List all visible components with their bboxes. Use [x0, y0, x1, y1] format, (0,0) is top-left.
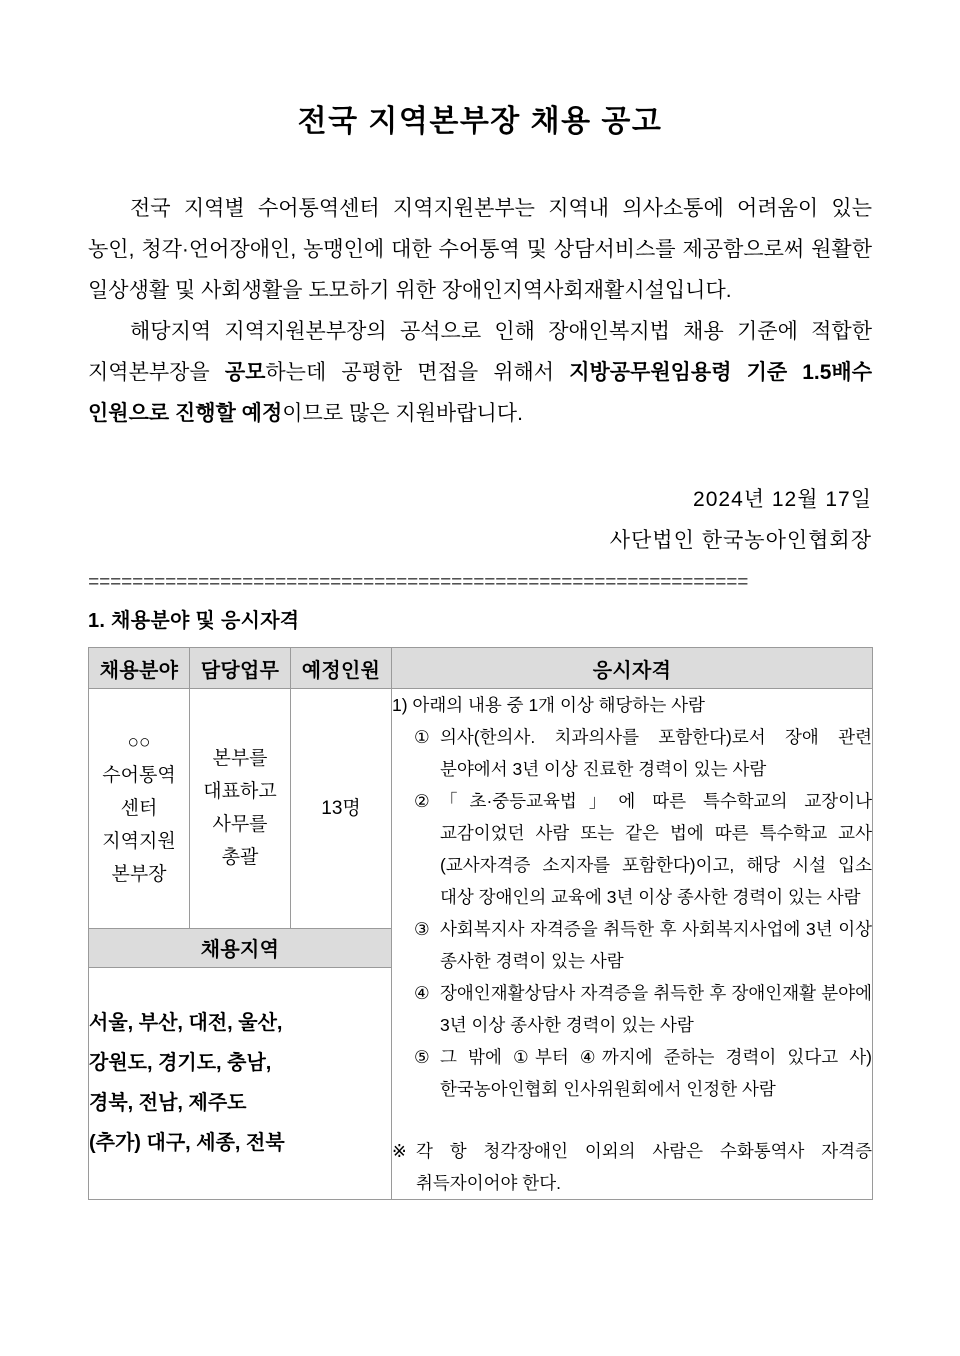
- qualification-item: [414, 1041, 872, 1105]
- field-line-5: 본부장: [111, 863, 167, 885]
- header-qualification: 응시자격: [392, 648, 873, 689]
- cell-planned-count: 13명: [291, 689, 392, 929]
- region-line-3: 경북, 전남, 제주도: [89, 1092, 247, 1115]
- cell-qualification: [392, 689, 873, 1200]
- cell-duty: [190, 689, 291, 929]
- cell-recruitment-regions: [89, 967, 392, 1199]
- section-heading: 1. 채용분야 및 응시자격: [88, 610, 300, 632]
- intro-paragraph-2: [88, 311, 872, 434]
- qualification-note-text: 각 항 청각장애인 이외의 사람은 수화통역사 자격증 취득자이어야 한다.: [416, 1141, 872, 1193]
- page-title: 전국 지역본부장 채용 공고: [297, 105, 663, 138]
- issue-date: 2024년 12월 17일: [693, 488, 872, 511]
- recruitment-table: [88, 647, 873, 1200]
- qualification-item-text: 의사(한의사. 치과의사를 포함한다)로서 장애 관련 분야에서 3년 이상 진료한 경력이 있는 사람: [440, 727, 872, 779]
- paragraph-2-bold-2: 지방공무원임용령 기준 1.5배수 인원으로 진행할 예정: [88, 361, 872, 425]
- paragraph-2-part-2: 하는데 공평한 면접을 위해서: [265, 361, 570, 384]
- note-marker-icon: ※: [392, 1141, 407, 1161]
- cell-recruitment-field: [89, 689, 190, 929]
- qualification-item-marker: ⑤: [414, 1047, 430, 1067]
- intro-paragraph-1-text: 전국 지역별 수어통역센터 지역지원본부는 지역내 의사소통에 어려움이 있는 농인, 청각·언어장애인, 농맹인에 대한 수어통역 및 상담서비스를 제공함으로써 원활한 일상생활 및 사회생활을 도모하기 위한 장애인지역사회재활시설입니다.: [88, 197, 872, 302]
- qualification-lead: 1) 아래의 내용 중 1개 이상 해당하는 사람: [392, 695, 705, 715]
- qualification-item: [414, 977, 872, 1041]
- duty-line-1: 본부를: [212, 748, 268, 770]
- field-line-2: 수어통역: [102, 764, 176, 786]
- header-recruitment-field: 채용분야: [89, 648, 190, 689]
- duty-line-2: 대표하고: [203, 781, 277, 803]
- qualification-item-marker: ④: [414, 983, 430, 1003]
- issuer-name: 사단법인 한국농아인협회장: [609, 529, 872, 552]
- signature-block: [88, 479, 872, 561]
- header-recruitment-region: 채용지역: [89, 928, 392, 967]
- field-line-4: 지역지원: [102, 830, 176, 852]
- qualification-item-marker: ③: [414, 919, 430, 939]
- field-line-3: 센터: [120, 797, 158, 819]
- region-line-1: 서울, 부산, 대전, 울산,: [89, 1012, 283, 1035]
- qualification-item: [414, 721, 872, 785]
- duty-line-4: 총괄: [221, 847, 259, 869]
- qualification-item: [414, 913, 872, 977]
- paragraph-2-part-1: 해당지역 지역지원본부장의 공석으로 인해 장애인복지법 채용 기준에 적합한 지역본부장을: [88, 320, 872, 384]
- qualification-item-text: 장애인재활상담사 자격증을 취득한 후 장애인재활 분야에 3년 이상 종사한 경력이 있는 사람: [440, 983, 872, 1035]
- qualification-item-text: 그 밖에 ①부터 ④까지에 준하는 경력이 있다고 사)한국농아인협회 인사위원회에서 인정한 사람: [440, 1047, 872, 1099]
- qualification-item-marker: ②: [414, 791, 430, 811]
- header-planned-count: 예정인원: [291, 648, 392, 689]
- field-line-1: ○○: [127, 731, 151, 753]
- qualification-note: [392, 1135, 872, 1199]
- header-duty: 담당업무: [190, 648, 291, 689]
- section-divider: ============================================================: [88, 575, 749, 591]
- table-header-row: [89, 648, 873, 689]
- paragraph-2-bold-1: 공모: [224, 361, 266, 384]
- duty-line-3: 사무를: [212, 814, 268, 836]
- table-row: [89, 689, 873, 929]
- qualification-item-text: 「초·중등교육법」에 따른 특수학교의 교장이나 교감이었던 사람 또는 같은 법에 따른 특수학교 교사(교사자격증 소지자를 포함한다)이고, 해당 시설 입소 대상 장애인의 교육에 3년 이상 종사한 경력이 있는 사람: [440, 791, 872, 907]
- qualification-item-marker: ①: [414, 727, 430, 747]
- paragraph-2-part-3: 이므로 많은 지원바랍니다.: [282, 402, 523, 425]
- qualification-item-text: 사회복지사 자격증을 취득한 후 사회복지사업에 3년 이상 종사한 경력이 있는 사람: [440, 919, 872, 971]
- intro-paragraph-1: [88, 188, 872, 311]
- region-line-2: 강원도, 경기도, 충남,: [89, 1052, 272, 1075]
- qualification-item: [414, 785, 872, 913]
- region-line-4: (추가) 대구, 세종, 전북: [89, 1132, 285, 1155]
